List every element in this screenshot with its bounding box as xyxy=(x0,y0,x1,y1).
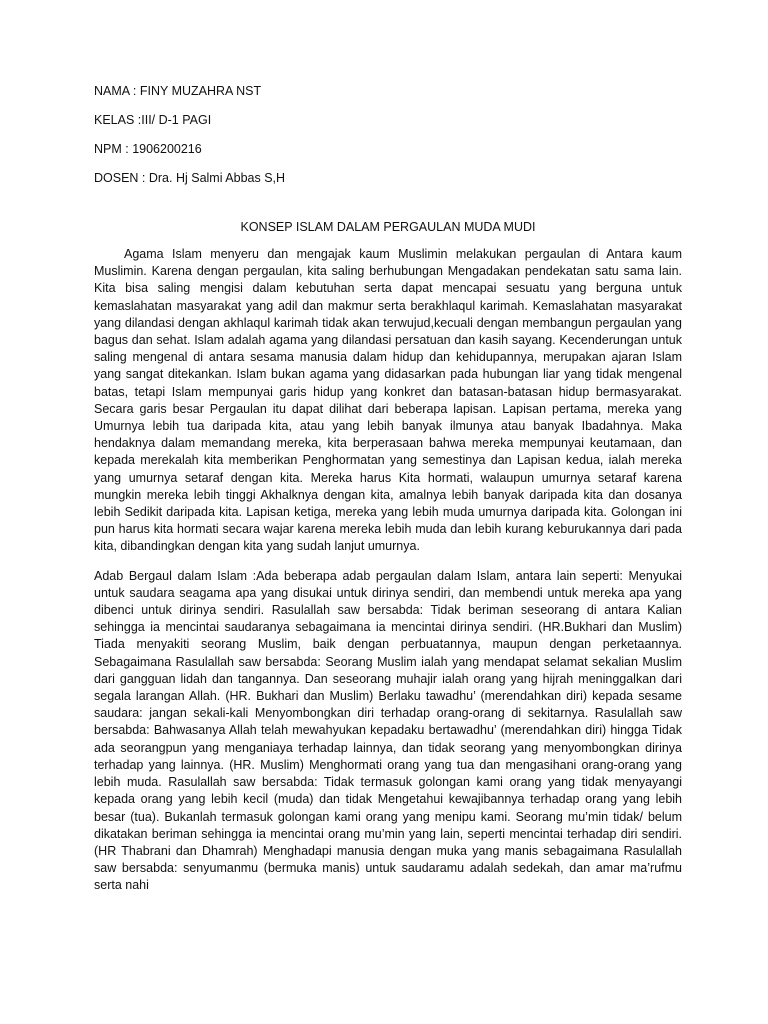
student-npm: NPM : 1906200216 xyxy=(94,142,202,156)
lecturer-name: DOSEN : Dra. Hj Salmi Abbas S,H xyxy=(94,171,286,185)
paragraph-adab-bergaul: Adab Bergaul dalam Islam :Ada beberapa adab pergaulan dalam Islam, antara lain seperti: Menyukai untuk saudara seagama apa yang disukai untuk dirinya sendiri, dan membendi untuk mereka apa yang dibenci untuk dirinya sendiri. Rasulallah saw bersabda: Tidak beriman seseorang di antara Kalian sehingga ia mencintai saudaranya sebagaimana ia mencintai dirinya sendiri. (HR.Bukhari dan Muslim) Tiada menyakiti seorang Muslim, baik dengan perbuatannya, maupun dengan perketaannya. Sebagaimana Rasulallah saw bersabda: Seorang Muslim ialah yang mendapat selamat sekalian Muslim dari gangguan lidah dan tangannya. Dan seseorang muhajir ialah orang yang hijrah meninggalkan dari segala larangan Allah. (HR. Bukhari dan Muslim) Berlaku tawadhu’ (merendahkan diri) kepada sesame saudara: jangan sekali-kali Menyombongkan diri terhadap orang-orang di sekitarnya. Rasulallah saw bersabda: Bahwasanya Allah telah mewahyukan kepadaku bertawadhu’ (merendahkan diri) hingga Tidak ada seorangpun yang menganiaya terhadap lainnya, dan tidak seorang yang menyombongkan dirinya terhadap yang lainnya. (HR. Muslim) Menghormati orang yang tua dan mengasihani orang-orang yang lebih muda. Rasulallah saw bersabda: Tidak termasuk golongan kami orang yang tidak menyayangi kepada orang yang lebih kecil (muda) dan tidak Mengetahui kewajibannya terhadap orang yang lebih besar (tua). Bukanlah termasuk golongan kami orang yang menipu kami. Seorang mu’min tidak/ belum dikatakan beriman sehingga ia mencintai orang mu’min yang lain, seperti mencintai terhadap diri sendiri. (HR Thabrani dan Dhamrah) Menghadapi manusia dengan muka yang manis sebagaimana Rasulallah saw bersabda: senyumanmu (bermuka manis) untuk saudaramu adalah sedekah, dan amar ma’rufmu serta nahi xyxy=(94,568,682,893)
student-class: KELAS :III/ D-1 PAGI xyxy=(94,113,212,127)
student-name: NAMA : FINY MUZAHRA NST xyxy=(94,84,262,98)
document-page xyxy=(94,84,682,895)
paragraph-intro: Agama Islam menyeru dan mengajak kaum Muslimin melakukan pergaulan di Antara kaum Muslimin. Karena dengan pergaulan, kita saling berhubungan Mengadakan pendekatan satu sama lain. Kita bisa saling mengisi dalam kebutuhan serta dapat mencapai sesuatu yang berguna untuk kemaslahatan masyarakat yang adil dan makmur serta berakhlaqul karimah. Kemaslahatan masyarakat yang dilandasi dengan akhlaqul karimah tidak akan terwujud,kecuali dengan membangun pergaulan yang bagus dan sehat. Islam adalah agama yang dilandasi persatuan dan kasih sayang. Kecenderungan untuk saling mengenal di antara sesama manusia dalam hidup dan kehidupannya, merupakan ajaran Islam yang sangat ditekankan. Islam bukan agama yang didasarkan pada hubungan liar yang tidak mengenal batas, tetapi Islam mempunyai garis hidup yang konkret dan batasan-batasan hidup bermasyarakat. Secara garis besar Pergaulan itu dapat dilihat dari beberapa lapisan. Lapisan pertama, mereka yang Umurnya lebih tua daripada kita, atau yang lebih banyak ilmunya atau banyak Ibadahnya. Maka hendaknya dalam memandang mereka, kita berperasaan bahwa mereka mempunyai keutamaan, dan kepada merekalah kita memberikan Penghormatan yang semestinya dan Lapisan kedua, ialah mereka yang umurnya setaraf dengan kita. Mereka harus Kita hormati, walaupun umurnya setaraf karena mungkin mereka lebih tinggi Akhalknya dengan kita, amalnya lebih banyak daripada kita dan dosanya lebih Sedikit daripada kita. Lapisan ketiga, mereka yang lebih muda umurnya daripada kita. Golongan ini pun harus kita hormati secara wajar karena mereka lebih muda dan lebih kurang keburukannya dari pada kita, dibandingkan dengan kita yang sudah lanjut umurnya. xyxy=(94,247,682,554)
document-title: KONSEP ISLAM DALAM PERGAULAN MUDA MUDI xyxy=(240,220,536,234)
